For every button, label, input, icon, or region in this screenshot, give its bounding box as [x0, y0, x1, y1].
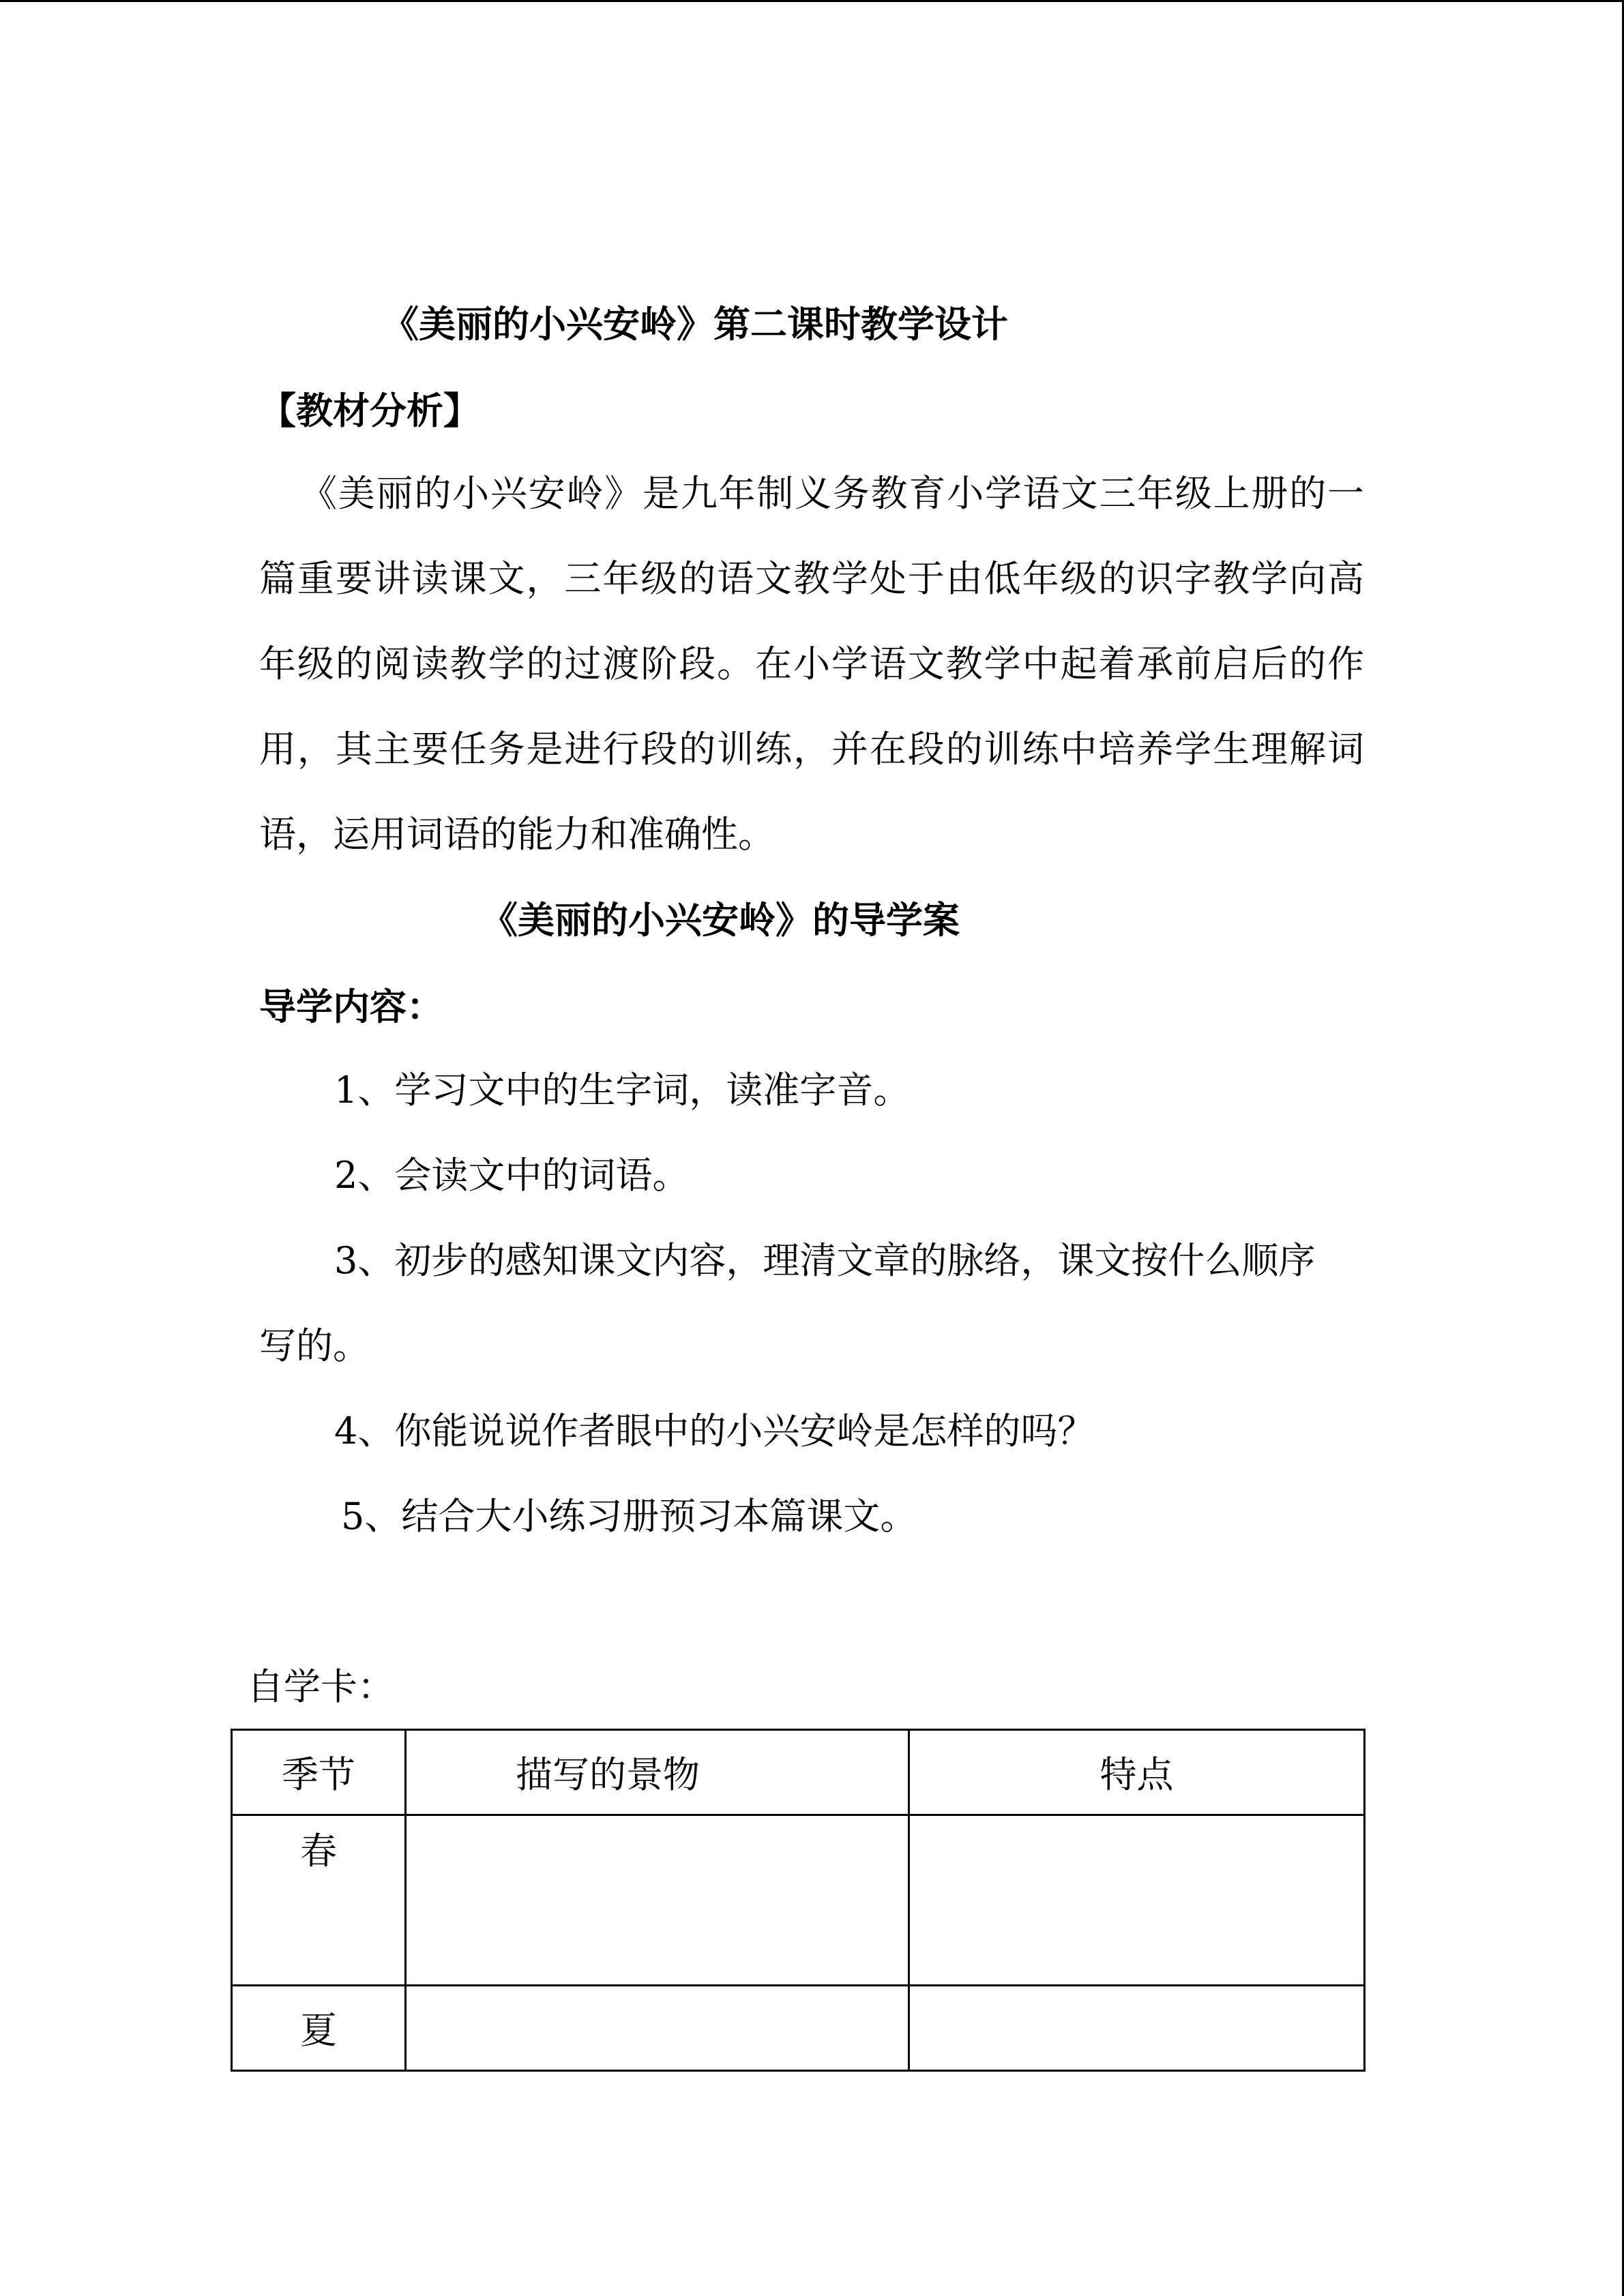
guide-item-3-continued: 写的。 — [259, 1324, 370, 1367]
guide-item-4: 4、你能说说作者眼中的小兴安岭是怎样的吗？ — [334, 1410, 1095, 1452]
table-row — [232, 1815, 1365, 1986]
document-title: 《美丽的小兴安岭》第二课时教学设计 — [382, 302, 1008, 346]
header-feature-label: 特点 — [1099, 1753, 1174, 1796]
guide-item-2: 2、会读文中的词语。 — [334, 1154, 690, 1197]
header-scene-label: 描写的景物 — [516, 1753, 700, 1796]
season-spring-label: 春 — [300, 1830, 337, 1873]
cell-scene-summer[interactable] — [406, 1986, 909, 2071]
cell-season-spring — [232, 1815, 406, 1986]
guide-item-5: 5、结合大小练习册预习本篇课文。 — [341, 1495, 917, 1538]
page-border-top — [0, 0, 1624, 2]
guide-item-1: 1、学习文中的生字词，读准字音。 — [334, 1069, 911, 1112]
cell-feature-summer[interactable] — [909, 1986, 1365, 2071]
material-paragraph-line-2: 篇重要讲读课文，三年级的语文教学处于由低年级的识字教学向高 — [259, 557, 1364, 600]
cell-feature-spring[interactable] — [909, 1815, 1365, 1986]
feature-summer-value — [910, 1986, 1363, 2012]
scene-summer-value — [407, 1986, 908, 2012]
feature-spring-value — [910, 1816, 1363, 1842]
guide-title: 《美丽的小兴安岭》的导学案 — [481, 898, 960, 942]
header-cell-feature — [909, 1730, 1365, 1815]
self-study-label: 自学卡： — [247, 1665, 394, 1708]
cell-scene-spring[interactable] — [406, 1815, 909, 1986]
material-paragraph-line-5: 语，运用词语的能力和准确性。 — [259, 813, 775, 856]
material-analysis-heading: 【教材分析】 — [259, 389, 480, 432]
scene-spring-value — [407, 1816, 908, 1842]
guide-item-3: 3、初步的感知课文内容，理清文章的脉络，课文按什么顺序 — [334, 1239, 1316, 1282]
self-study-table — [231, 1729, 1365, 2072]
material-paragraph-line-1: 《美丽的小兴安岭》是九年制义务教育小学语文三年级上册的一 — [300, 472, 1364, 515]
guide-content-heading: 导学内容： — [259, 985, 443, 1028]
season-summer-label: 夏 — [300, 2009, 337, 2052]
header-season-label: 季节 — [282, 1753, 355, 1796]
material-paragraph-line-4: 用，其主要任务是进行段的训练，并在段的训练中培养学生理解词 — [259, 728, 1364, 771]
material-paragraph-line-3: 年级的阅读教学的过渡阶段。在小学语文教学中起着承前启后的作 — [259, 642, 1364, 685]
table-row — [232, 1986, 1365, 2071]
table-header-row — [232, 1730, 1365, 1815]
cell-season-summer — [232, 1986, 406, 2071]
header-cell-season — [232, 1730, 406, 1815]
header-cell-scene — [406, 1730, 909, 1815]
